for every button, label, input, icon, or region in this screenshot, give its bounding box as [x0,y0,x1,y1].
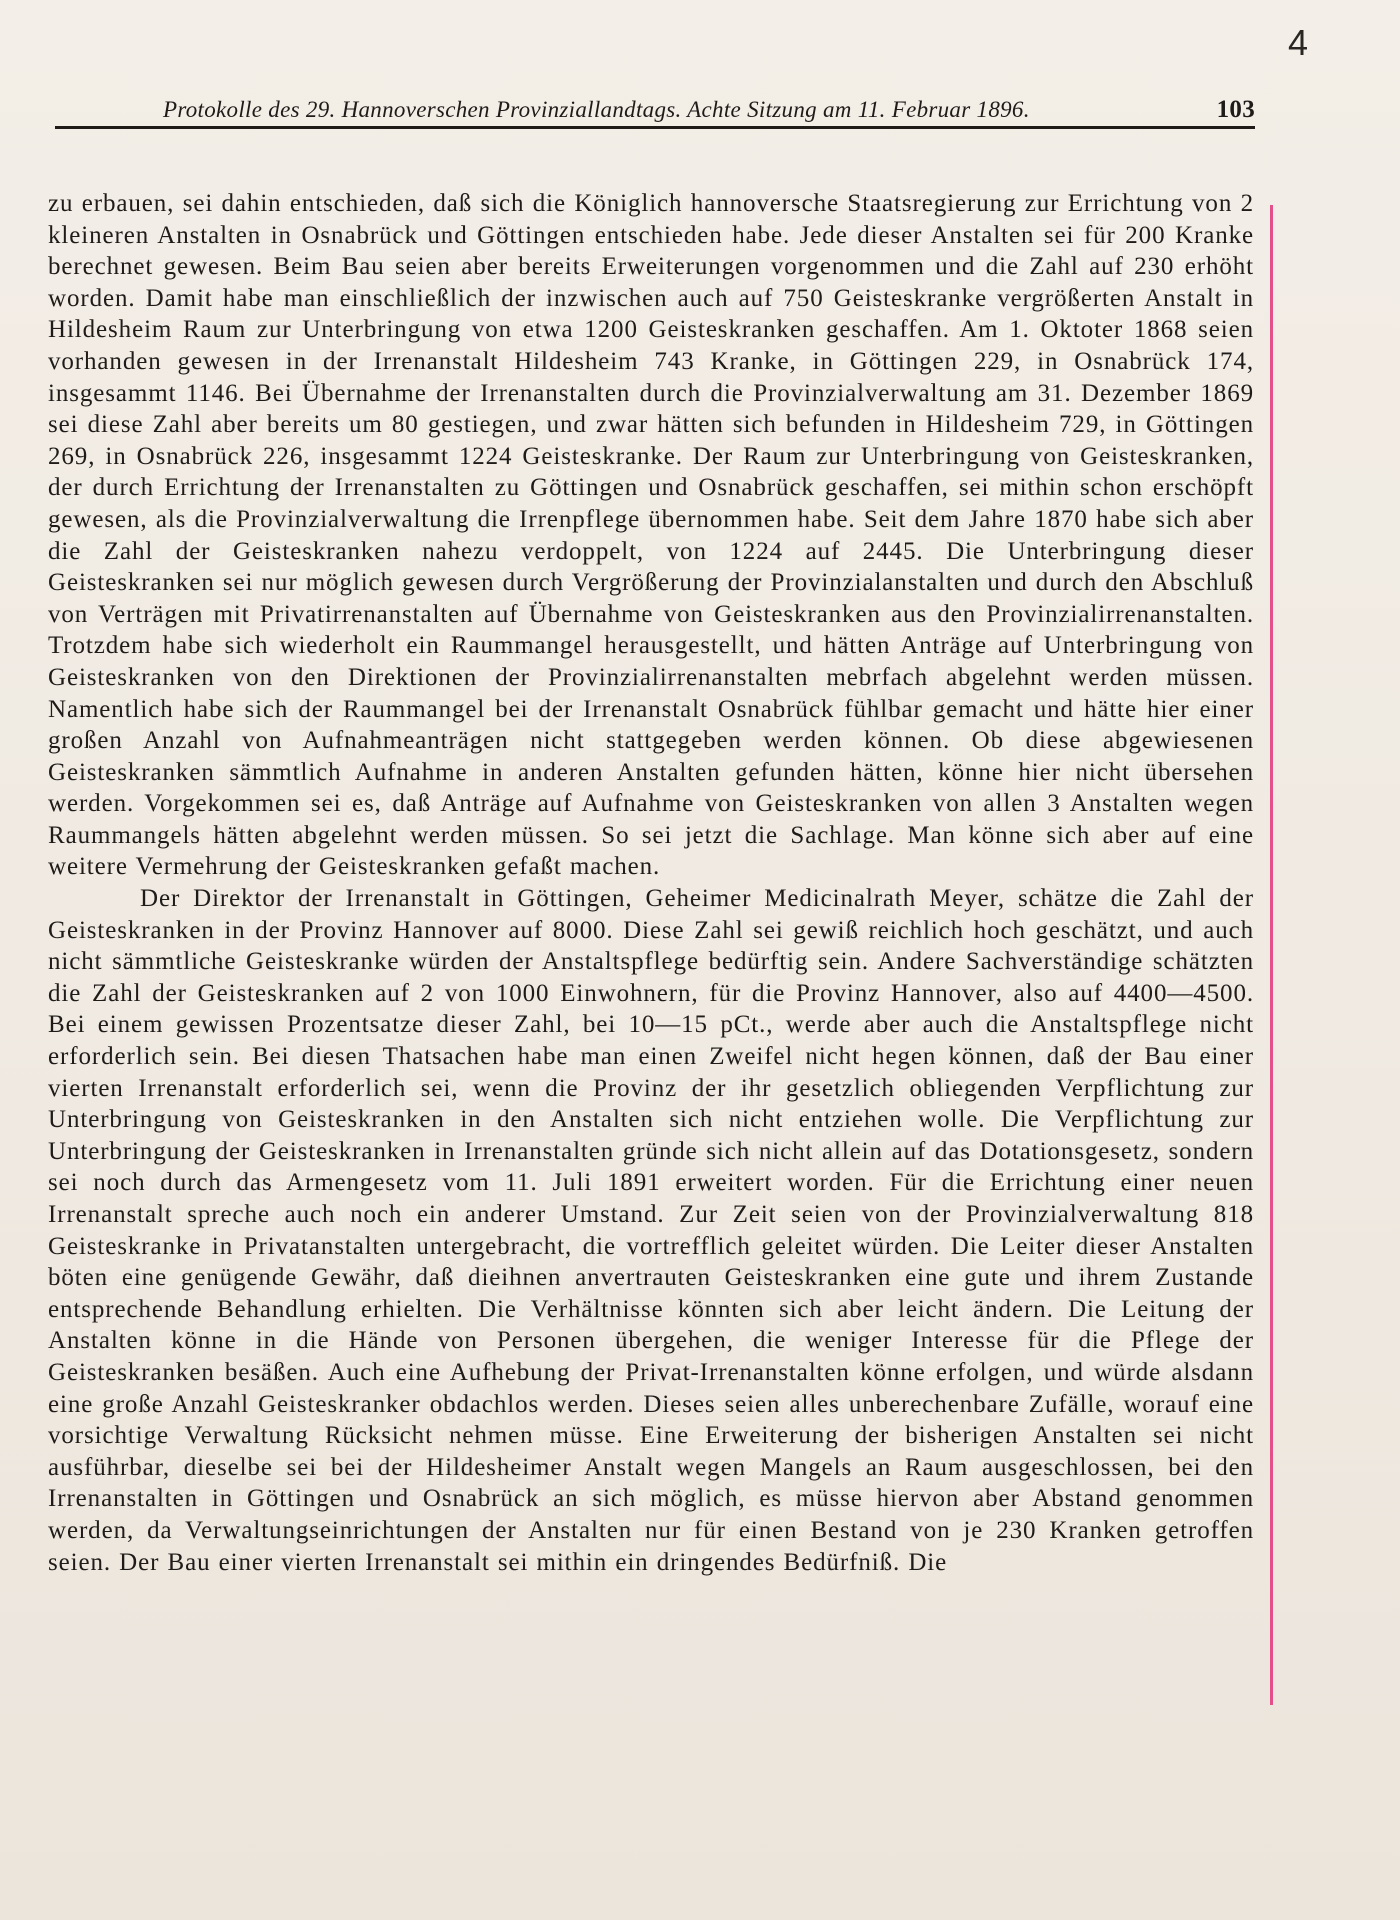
header-rule [55,126,1255,129]
archive-number: 4 [1288,22,1309,63]
paragraph: zu erbauen, sei dahin entschieden, daß sich die Königlich hannoversche Staatsregierung zur Errichtung von 2 kleineren Anstalten in Osnabrück und Göttingen entschieden habe. Jede dieser Anstalten sei für 200 Kranke berechnet gewesen. Beim Bau seien aber bereits Erweiterungen vorgenommen und die Zahl auf 230 erhöht worden. Damit habe man einschließlich der inzwischen auch auf 750 Geisteskranke vergrößerten Anstalt in Hildesheim Raum zur Unterbringung von etwa 1200 Geisteskranken geschaffen. Am 1. Oktoter 1868 seien vorhanden gewesen in der Irrenanstalt Hildesheim 743 Kranke, in Göttingen 229, in Osnabrück 174, insgesammt 1146. Bei Übernahme der Irrenanstalten durch die Provinzialverwaltung am 31. Dezember 1869 sei diese Zahl aber bereits um 80 gestiegen, und zwar hätten sich befunden in Hildesheim 729, in Göttingen 269, in Osnabrück 226, insgesammt 1224 Geisteskranke. Der Raum zur Unterbringung von Geisteskranken, der durch Errichtung der Irrenanstalten zu Göttingen und Osnabrück geschaffen, sei mithin schon erschöpft gewesen, als die Provinzialverwaltung die Irrenpflege übernommen habe. Seit dem Jahre 1870 habe sich aber die Zahl der Geisteskranken nahezu verdoppelt, von 1224 auf 2445. Die Unterbringung dieser Geisteskranken sei nur möglich gewesen durch Vergrößerung der Provinzialanstalten und durch den Abschluß von Verträgen mit Privatirrenanstalten auf Übernahme von Geisteskranken aus den Provinzialirrenanstalten. Trotzdem habe sich wiederholt ein Raummangel herausgestellt, und hätten Anträge auf Unterbringung von Geisteskranken von den Direktionen der Provinzialirrenanstalten mebrfach abgelehnt werden müssen. Namentlich habe sich der Raummangel bei der Irrenanstalt Osnabrück fühlbar gemacht und hätte hier einer großen Anzahl von Aufnahmeanträgen nicht stattgegeben werden können. Ob diese abgewiesenen Geisteskranken sämmtlich Aufnahme in anderen Anstalten gefunden hätten, könne hier nicht übersehen werden. Vorgekommen sei es, daß Anträge auf Aufnahme von Geisteskranken von allen 3 Anstalten wegen Raummangels hätten abgelehnt werden müssen. So sei jetzt die Sachlage. Man könne sich aber auf eine weitere Vermehrung der Geisteskranken gefaßt machen. [48,190,1254,881]
running-header [55,92,1255,128]
header-title: Protokolle des 29. Hannoverschen Provinziallandtags. Achte Sitzung am 11. Februar 1896. [163,97,1030,122]
margin-marker-line [1270,205,1273,1705]
page-number: 103 [1216,96,1255,123]
paragraph: Der Direktor der Irrenanstalt in Göttingen, Geheimer Medicinalrath Meyer, schätze die Zahl der Geisteskranken in der Provinz Hannover auf 8000. Diese Zahl sei gewiß reichlich hoch geschätzt, und auch nicht sämmtliche Geisteskranke würden der Anstaltspflege bedürftig sein. Andere Sachverständige schätzten die Zahl der Geisteskranken auf 2 von 1000 Einwohnern, für die Provinz Hannover, also auf 4400—4500. Bei einem gewissen Prozentsatze dieser Zahl, bei 10—15 pCt., werde aber auch die Anstaltspflege nicht erforderlich sein. Bei diesen Thatsachen habe man einen Zweifel nicht hegen können, daß der Bau einer vierten Irrenanstalt erforderlich sei, wenn die Provinz der ihr gesetzlich obliegenden Verpflichtung zur Unterbringung von Geisteskranken in den Anstalten sich nicht entziehen wolle. Die Verpflichtung zur Unterbringung der Geisteskranken in Irrenanstalten gründe sich nicht allein auf das Dotationsgesetz, sondern sei noch durch das Armengesetz vom 11. Juli 1891 erweitert worden. Für die Errichtung einer neuen Irrenanstalt spreche auch noch ein anderer Umstand. Zur Zeit seien von der Provinzialverwaltung 818 Geisteskranke in Privatanstalten untergebracht, die vortrefflich geleitet würden. Die Leiter dieser Anstalten böten eine genügende Gewähr, daß dieihnen anvertrauten Geisteskranken eine gute und ihrem Zustande entsprechende Behandlung erhielten. Die Verhältnisse könnten sich aber leicht ändern. Die Leitung der Anstalten könne in die Hände von Personen übergehen, die weniger Interesse für die Pflege der Geisteskranken besäßen. Auch eine Aufhebung der Privat-Irrenanstalten könne erfolgen, und würde alsdann eine große Anzahl Geisteskranker obdachlos werden. Dieses seien alles unberechenbare Zufälle, worauf eine vorsichtige Verwaltung Rücksicht nehmen müsse. Eine Erweiterung der bisherigen Anstalten sei nicht ausführbar, dieselbe sei bei der Hildesheimer Anstalt wegen Mangels an Raum ausgeschlossen, bei den Irrenanstalten in Göttingen und Osnabrück an sich möglich, es müsse hiervon aber Abstand genommen werden, da Verwaltungseinrichtungen der Anstalten nur für einen Bestand von je 230 Kranken getroffen seien. Der Bau einer vierten Irrenanstalt sei mithin ein dringendes Bedürfniß. Die [48,885,1254,1576]
body-text [48,188,1254,1578]
